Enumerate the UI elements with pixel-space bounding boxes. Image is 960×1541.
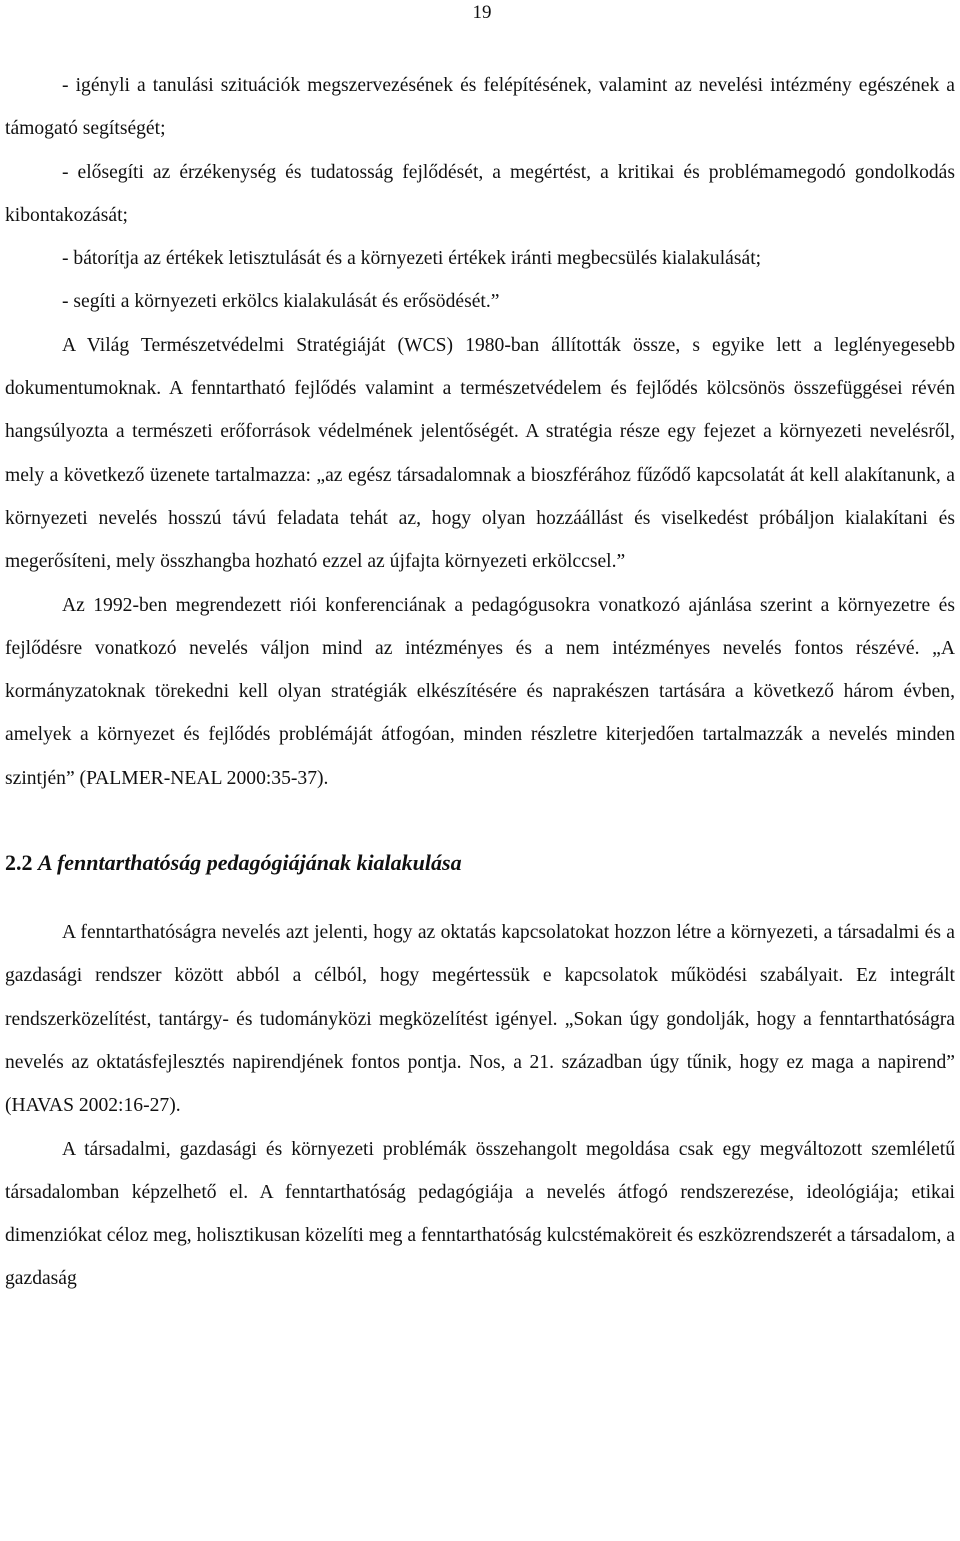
text-body — [5, 64, 955, 1301]
list-item-promotes-awareness: - elősegíti az érzékenység és tudatosság fejlődését, a megértést, a kritikai és problémamegodó gondolkodás kibontakozását; — [5, 161, 955, 226]
paragraph-wcs-strategy: A Világ Természetvédelmi Stratégiáját (WCS) 1980-ban állították össze, s egyike lett a leglényegesebb dokumentumoknak. A fenntartható fejlődés valamint a természetvédelem és fejlődés kölcsönös összefüggései révén hangsúlyozta a természeti erőforrások védelmének jelentőségét. A stratégia része egy fejezet a környezeti nevelésről, mely a következő üzenete tartalmazza: „az egész társadalomnak a bioszférához fűződő kapcsolatát át kell alakítanunk, a környezeti nevelés hosszú távú feladata tehát az, hogy olyan hozzáállást és viselkedést próbáljon kialakítani és megerősíteni, mely összhangba hozható ezzel az újfajta környezeti erkölccsel.” — [5, 334, 955, 573]
section-heading — [5, 848, 955, 878]
section-title: A fenntarthatóság pedagógiájának kialakulása — [38, 850, 462, 876]
list-item-environmental-ethics: - segíti a környezeti erkölcs kialakulását és erősödését.” — [62, 291, 500, 313]
list-item-needs-learning-situations: - igényli a tanulási szituációk megszervezésének és felépítésének, valamint az nevelési intézmény egészének a támogató segítségét; — [5, 75, 955, 140]
paragraph-sustainability-education: A fenntarthatóságra nevelés azt jelenti, hogy az oktatás kapcsolatokat hozzon létre a környezeti, a társadalmi és a gazdasági rendszer között abból a célból, hogy megértessük e kapcsolatok működési szabályait. Ez integrált rendszerközelítést, tantárgy- és tudományközi megközelítést igényel. „Sokan úgy gondolják, hogy a fenntarthatóságra nevelés az oktatásfejlesztés napirendjének fontos pontja. Nos, a 21. században úgy tűnik, hogy ez maga a napirend” (HAVAS 2002:16-27). — [5, 922, 955, 1117]
page-number: 19 — [472, 2, 492, 23]
list-item-encourages-values: - bátorítja az értékek letisztulását és a környezeti értékek iránti megbecsülés kialakulását; — [62, 248, 762, 270]
paragraph-rio-conference: Az 1992-ben megrendezett riói konferenciának a pedagógusokra vonatkozó ajánlása szerint a környezetre és fejlődésre vonatkozó nevelés váljon mind az intézményes és a nem intézményes nevelés fontos részévé. „A kormányzatoknak törekedni kell olyan stratégiák elkészítésére és naprakészen tartására a következő három évben, amelyek a környezet és fejlődés problémáját átfogóan, minden részletre kiterjedően tartalmazzák a nevelés minden szintjén” (PALMER-NEAL 2000:35-37). — [5, 594, 955, 789]
paragraph-sustainability-pedagogy: A társadalmi, gazdasági és környezeti problémák összehangolt megoldása csak egy megváltozott szemléletű társadalomban képzelhető el. A fenntarthatóság pedagógiája a nevelés átfogó rendszerezése, ideológiája; etikai dimenziókat céloz meg, holisztikusan közelíti meg a fenntarthatóság kulcstémaköreit és eszközrendszerét a társadalom, a gazdaság — [5, 1138, 955, 1290]
section-number: 2.2 — [5, 850, 33, 876]
